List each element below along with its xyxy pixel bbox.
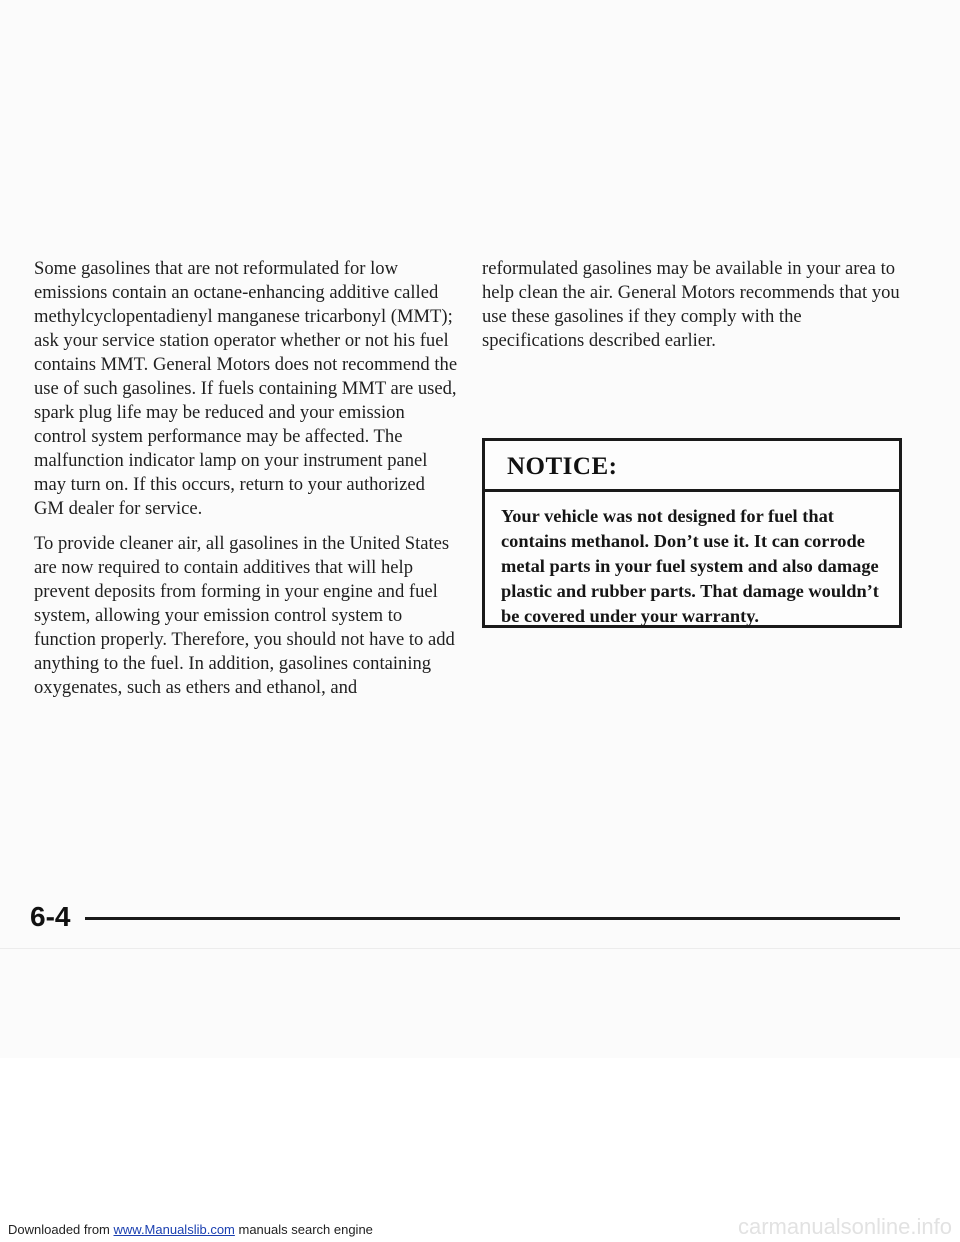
site-watermark: carmanualsonline.info xyxy=(737,1214,952,1239)
paragraph-cleaner-air: To provide cleaner air, all gasolines in the United States are now required to contain additives that will help prevent deposits from forming in your engine and fuel system, allowing your emission control system to function properly. Therefore, you should not have to add anything to the fuel. In addition, gasolines containing oxygenates, such as ethers and ethanol, and xyxy=(34,533,455,698)
download-banner xyxy=(8,1222,373,1238)
footer-divider xyxy=(85,917,900,920)
manualslib-link[interactable]: www.Manualslib.com xyxy=(113,1222,235,1237)
banner-prefix: Downloaded from xyxy=(8,1222,114,1237)
page-number: 6-4 xyxy=(30,901,71,932)
banner-suffix: manuals search engine xyxy=(234,1222,373,1237)
notice-box xyxy=(482,438,902,628)
right-column xyxy=(482,257,902,353)
paragraph-mmt: Some gasolines that are not reformulated for low emissions contain an octane-enhancing additive called methylcyclopentadienyl manganese tricarbonyl (MMT); ask your service station operator whether or not his fuel contains MMT. General Motors does not recommend the use of such gasolines. If fuels containing MMT are used, spark plug life may be reduced and your emission control system performance may be affected. The malfunction indicator lamp on your instrument panel may turn on. If this occurs, return to your authorized GM dealer for service. xyxy=(34,258,458,519)
left-column xyxy=(34,257,459,700)
notice-text: Your vehicle was not designed for fuel that contains methanol. Don’t use it. It can corrode metal parts in your fuel system and also damage plastic and rubber parts. That damage wouldn’t be covered under your warranty. xyxy=(501,506,879,626)
notice-heading: NOTICE: xyxy=(485,441,899,492)
scan-artifact-line xyxy=(0,948,960,949)
paragraph-reformulated: reformulated gasolines may be available in your area to help clean the air. General Motors recommends that you use these gasolines if they comply with the specifications described earlier. xyxy=(482,258,900,351)
